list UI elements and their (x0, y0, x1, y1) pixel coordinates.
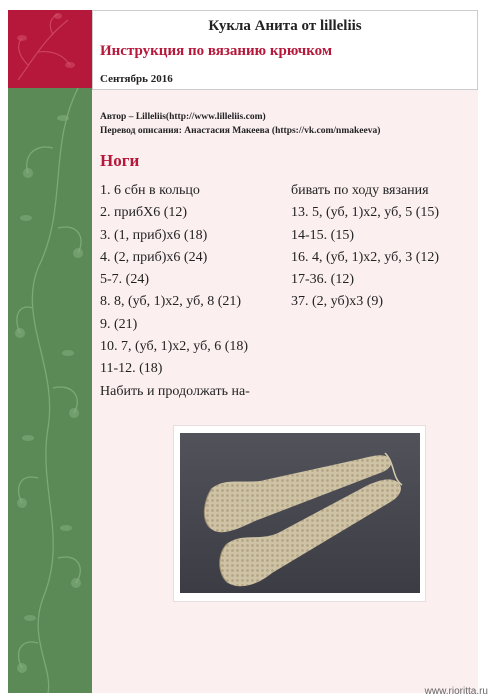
instruction-line: Набить и продолжать на- (100, 383, 250, 399)
floral-ornament-icon (8, 10, 92, 88)
instruction-line: 5-7. (24) (100, 272, 149, 288)
instruction-line: 11-12. (18) (100, 361, 163, 377)
instruction-line: 2. прибХ6 (12) (100, 205, 188, 221)
instruction-line: 17-36. (12) (291, 272, 354, 288)
instruction-line: 13. 5, (уб, 1)х2, уб, 5 (15) (291, 205, 440, 221)
instructions-right-column (291, 180, 439, 314)
instruction-line: 3. (1, приб)х6 (18) (100, 227, 208, 243)
document-subtitle: Инструкция по вязанию крючком (100, 43, 333, 59)
instruction-line: 4. (2, приб)х6 (24) (100, 249, 208, 265)
instruction-line: 9. (21) (100, 316, 138, 332)
instructions-left-column (100, 180, 250, 403)
instruction-line: 16. 4, (уб, 1)х2, уб, 3 (12) (291, 249, 440, 265)
instruction-line: бивать по ходу вязания (291, 183, 429, 198)
instruction-line: 8. 8, (уб, 1)х2, уб, 8 (21) (100, 294, 242, 310)
sidebar-green-panel (8, 88, 92, 693)
instruction-line: 1. 6 сбн в кольцо (100, 183, 200, 198)
document-date: Сентябрь 2016 (100, 73, 173, 85)
instruction-line: 10. 7, (уб, 1)х2, уб, 6 (18) (100, 339, 249, 355)
author-credit: Автор – Lilleliis(http://www.lilleliis.com) (100, 112, 266, 122)
sidebar-red-panel (8, 10, 92, 88)
instruction-line: 14-15. (15) (291, 227, 354, 243)
floral-pattern-icon (8, 88, 92, 693)
watermark-text: www.rioritta.ru (424, 686, 488, 697)
instruction-line: 37. (2, уб)х3 (9) (291, 294, 384, 310)
document-title: Кукла Анита от lilleliis (208, 18, 362, 34)
translator-credit: Перевод описания: Анастасия Макеева (https://vk.com/nmakeeva) (100, 126, 381, 136)
crocheted-legs-photo (180, 433, 420, 593)
section-title: Ноги (100, 151, 140, 170)
